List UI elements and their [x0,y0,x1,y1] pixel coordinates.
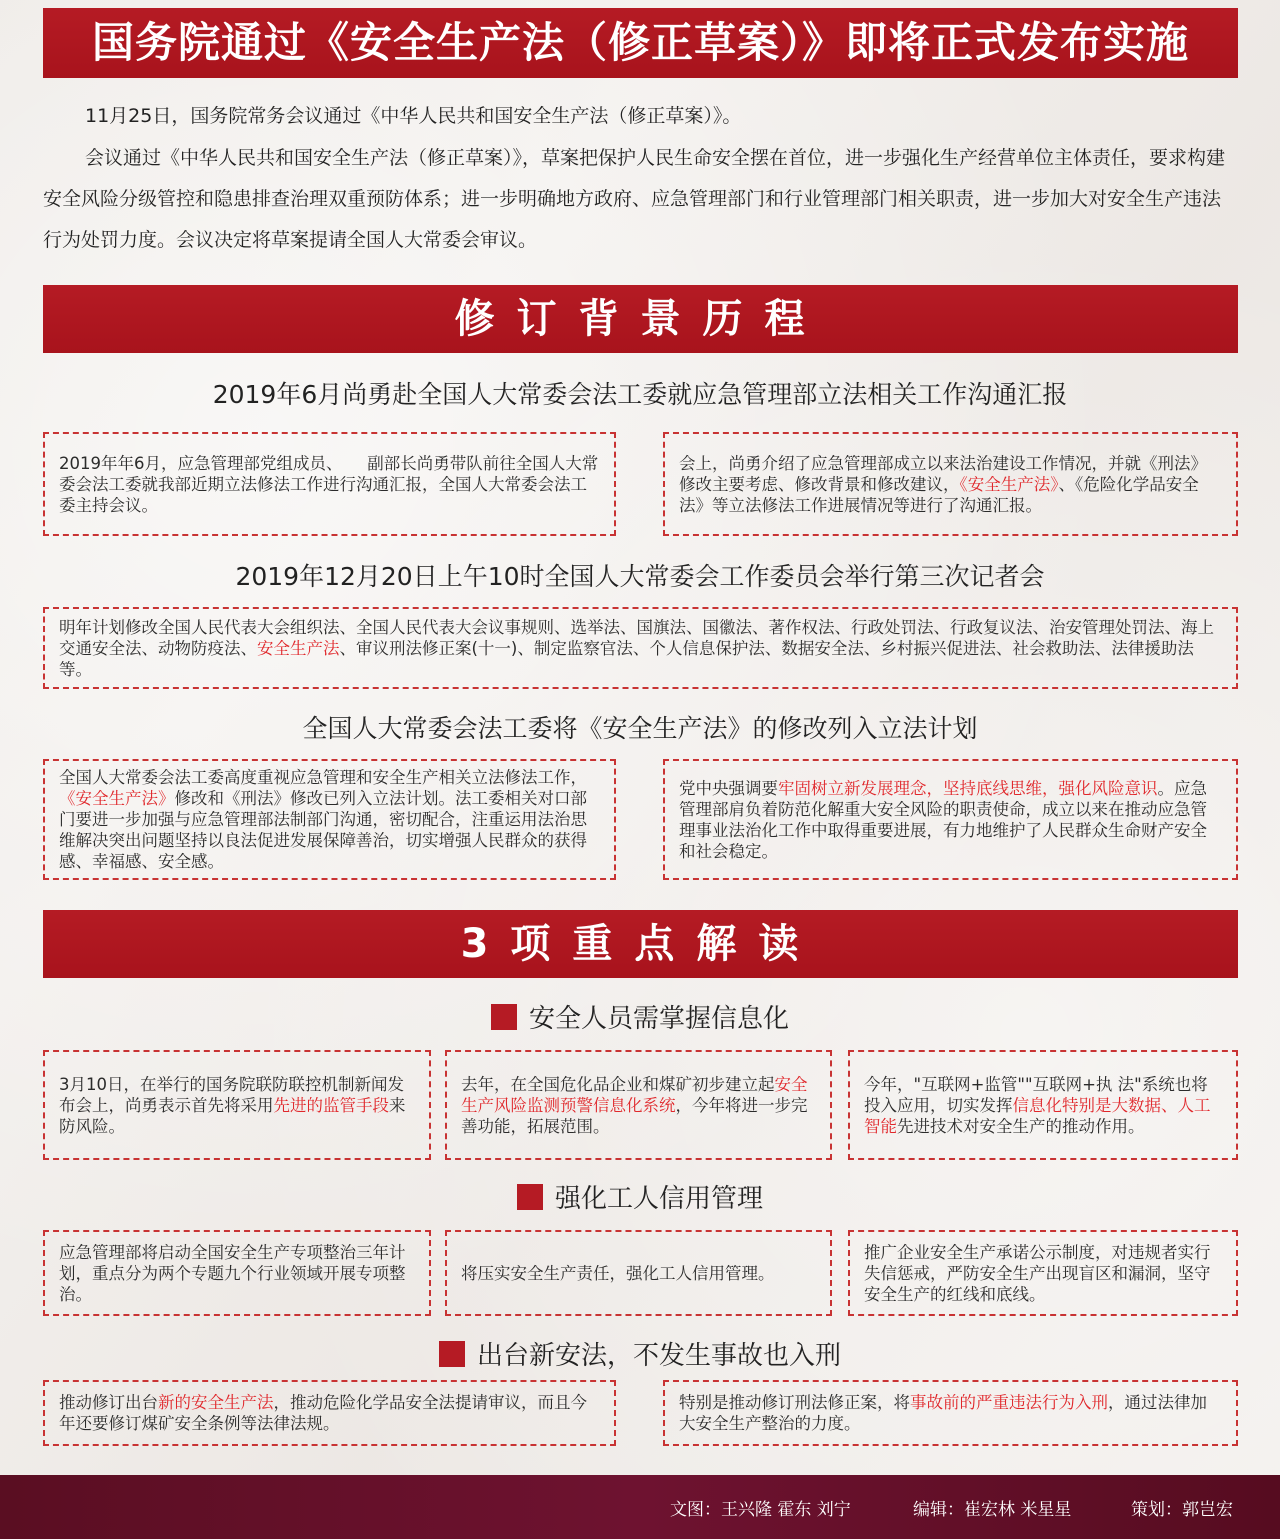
event-heading-2: 2019年12月20日上午10时全国人大常委会工作委员会举行第三次记者会 [235,562,1045,591]
point2-box-1: 应急管理部将启动全国安全生产专项整治三年计划，重点分为两个专题九个行业领域开展专项整治。 [43,1230,431,1316]
event-heading-3: 全国人大常委会法工委将《安全生产法》的修改列入立法计划 [302,714,978,743]
point3-heading: 出台新安法，不发生事故也入刑 [0,1335,1280,1372]
event1-left-text: 2019年年6月，应急管理部党组成员、 副部长尚勇带队前往全国人大常委会法工委就我部近期立法修法工作进行沟通汇报，全国人大常委会法工委主持会议。 [59,453,599,515]
credit-graphics: 文图：王兴隆 霍东 刘宁 [670,1500,851,1520]
event2-text: 明年计划修改全国人民代表大会组织法、全国人民代表大会议事规则、选举法、国旗法、国徽法、著作权法、行政处罚法、行政复议法、治安管理处罚法、海上交通安全法、动物防疫法、安全生产法、审议刑法修正案(十一)、制定监察官法、个人信息保护法、数据安全法、乡村振兴促进法、社会救助法、法律援助法等。 [59,617,1214,679]
event1-right-text: 会上，尚勇介绍了应急管理部成立以来法治建设工作情况，并就《刑法》修改主要考虑、修改背景和修改建议，《安全生产法》、《危险化学品安全法》等立法修法工作进展情况等进行了沟通汇报。 [679,453,1207,515]
red-square-icon [517,1184,543,1210]
intro-paragraph-2: 会议通过《中华人民共和国安全生产法（修正草案）》，草案把保护人民生命安全摆在首位，进一步强化生产经营单位主体责任，要求构建安全风险分级管控和隐患排查治理双重预防体系；进一步明确地方政府、应急管理部门和行业管理部门相关职责，进一步加大对安全生产违法行为处罚力度。会议决定将草案提请全国人大常委会审议。 [43,147,1226,251]
point1-box-1: 3月10日，在举行的国务院联防联控机制新闻发布会上，尚勇表示首先将采用先进的监管手段来防风险。 [43,1050,431,1160]
point1-box-2: 去年，在全国危化品企业和煤矿初步建立起安全生产风险监测预警信息化系统，今年将进一步完善功能，拓展范围。 [445,1050,832,1160]
point3-right-box: 特别是推动修订刑法修正案，将事故前的严重违法行为入刑，通过法律加大安全生产整治的力度。 [663,1380,1238,1446]
credits-footer [0,1475,1280,1539]
point2-box-2: 将压实安全生产责任，强化工人信用管理。 [445,1230,832,1316]
event1-left-box [43,432,616,536]
intro-paragraph-1: 11月25日，国务院常务会议通过《中华人民共和国安全生产法（修正草案）》。 [85,105,742,127]
event3-right-text: 党中央强调要牢固树立新发展理念，坚持底线思维，强化风险意识。应急管理部肩负着防范化解重大安全风险的职责使命，成立以来在推动应急管理事业法治化工作中取得重要进展，有力地维护了人民群众生命财产安全和社会稳定。 [679,778,1207,861]
credit-editor: 编辑：崔宏林 米星星 [913,1500,1072,1520]
section-banner-background: 修订背景历程 [43,285,1238,353]
credit-planner: 策划：郭岂宏 [1131,1500,1233,1520]
red-square-icon [439,1341,465,1367]
section-banner-key-points: 3项重点解读 [43,910,1238,978]
page-title: 国务院通过《安全生产法（修正草案）》即将正式发布实施 [43,8,1238,78]
event1-right-box [663,432,1238,536]
point2-heading: 强化工人信用管理 [0,1178,1280,1215]
point1-heading: 安全人员需掌握信息化 [0,998,1280,1035]
point2-box-3: 推广企业安全生产承诺公示制度，对违规者实行失信惩戒，严防安全生产出现盲区和漏洞，坚守安全生产的红线和底线。 [848,1230,1238,1316]
point3-left-box: 推动修订出台新的安全生产法，推动危险化学品安全法提请审议，而且今年还要修订煤矿安全条例等法律法规。 [43,1380,616,1446]
event2-box [43,607,1238,689]
point1-box-3: 今年，"互联网+监管""互联网+执 法"系统也将投入应用，切实发挥信息化特别是大数据、人工智能先进技术对安全生产的推动作用。 [848,1050,1238,1160]
event3-left-box [43,759,616,880]
event3-left-text: 全国人大常委会法工委高度重视应急管理和安全生产相关立法修法工作，《安全生产法》修改和《刑法》修改已列入立法计划。法工委相关对口部门要进一步加强与应急管理部法制部门沟通，密切配合，注重运用法治思维解决突出问题坚持以良法促进发展保障善治，切实增强人民群众的获得感、幸福感、安全感。 [59,768,587,871]
event3-right-box [663,759,1238,880]
event-heading-1: 2019年6月尚勇赴全国人大常委会法工委就应急管理部立法相关工作沟通汇报 [212,380,1068,409]
red-square-icon [491,1004,517,1030]
